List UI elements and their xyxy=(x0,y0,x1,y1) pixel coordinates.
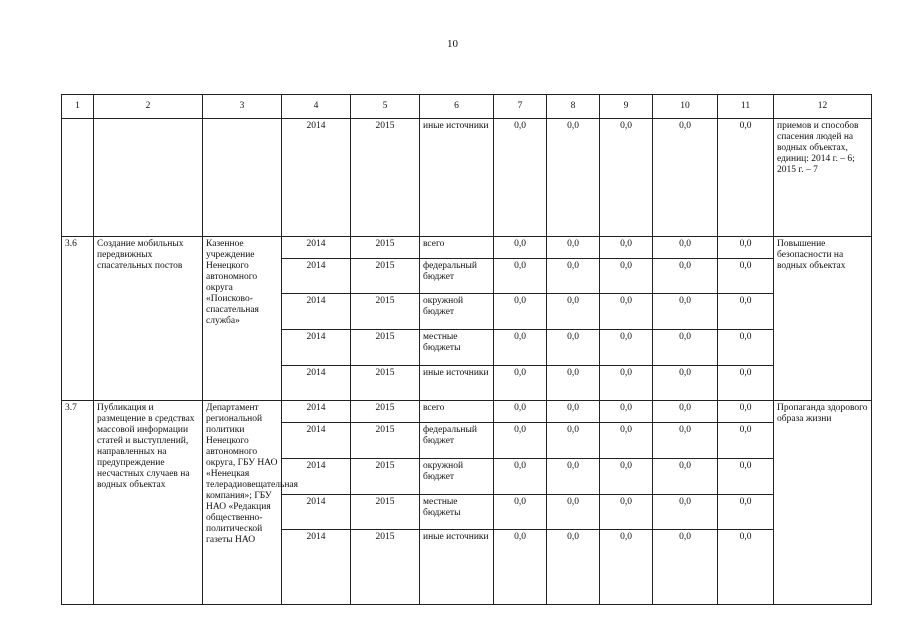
start-year: 2014 xyxy=(282,495,351,530)
start-year: 2014 xyxy=(282,119,351,237)
executor-cell xyxy=(203,119,282,237)
column-header: 1 xyxy=(62,95,94,119)
end-year: 2015 xyxy=(351,119,420,237)
value-cell: 0,0 xyxy=(718,237,774,259)
end-year: 2015 xyxy=(351,366,420,401)
item-number: 3.6 xyxy=(62,237,94,401)
value-cell: 0,0 xyxy=(600,366,653,401)
value-cell: 0,0 xyxy=(653,119,718,237)
value-cell: 0,0 xyxy=(600,294,653,330)
value-cell: 0,0 xyxy=(547,530,600,605)
start-year: 2014 xyxy=(282,459,351,495)
value-cell: 0,0 xyxy=(653,330,718,366)
value-cell: 0,0 xyxy=(600,119,653,237)
start-year: 2014 xyxy=(282,294,351,330)
end-year: 2015 xyxy=(351,294,420,330)
value-cell: 0,0 xyxy=(653,423,718,459)
value-cell: 0,0 xyxy=(547,259,600,294)
end-year: 2015 xyxy=(351,530,420,605)
value-cell: 0,0 xyxy=(494,294,547,330)
value-cell: 0,0 xyxy=(600,259,653,294)
value-cell: 0,0 xyxy=(600,495,653,530)
value-cell: 0,0 xyxy=(653,459,718,495)
value-cell: 0,0 xyxy=(653,259,718,294)
start-year: 2014 xyxy=(282,401,351,423)
value-cell: 0,0 xyxy=(547,294,600,330)
value-cell: 0,0 xyxy=(653,294,718,330)
value-cell: 0,0 xyxy=(494,366,547,401)
end-year: 2015 xyxy=(351,330,420,366)
value-cell: 0,0 xyxy=(600,459,653,495)
end-year: 2015 xyxy=(351,237,420,259)
value-cell: 0,0 xyxy=(600,330,653,366)
funding-source: иные источники xyxy=(420,366,494,401)
end-year: 2015 xyxy=(351,401,420,423)
value-cell: 0,0 xyxy=(547,330,600,366)
funding-source: окружной бюджет xyxy=(420,459,494,495)
value-cell: 0,0 xyxy=(718,401,774,423)
start-year: 2014 xyxy=(282,423,351,459)
end-year: 2015 xyxy=(351,459,420,495)
value-cell: 0,0 xyxy=(547,237,600,259)
value-cell: 0,0 xyxy=(718,459,774,495)
value-cell: 0,0 xyxy=(547,401,600,423)
value-cell: 0,0 xyxy=(600,401,653,423)
column-header: 5 xyxy=(351,95,420,119)
column-header: 7 xyxy=(494,95,547,119)
start-year: 2014 xyxy=(282,530,351,605)
value-cell: 0,0 xyxy=(494,237,547,259)
start-year: 2014 xyxy=(282,259,351,294)
end-year: 2015 xyxy=(351,259,420,294)
value-cell: 0,0 xyxy=(718,119,774,237)
column-header: 11 xyxy=(718,95,774,119)
value-cell: 0,0 xyxy=(494,459,547,495)
value-cell: 0,0 xyxy=(547,495,600,530)
value-cell: 0,0 xyxy=(653,366,718,401)
item-number-cell xyxy=(62,119,94,237)
value-cell: 0,0 xyxy=(494,401,547,423)
column-header: 9 xyxy=(600,95,653,119)
item-number: 3.7 xyxy=(62,401,94,605)
start-year: 2014 xyxy=(282,237,351,259)
column-header-row xyxy=(62,95,872,119)
value-cell: 0,0 xyxy=(547,459,600,495)
funding-source: всего xyxy=(420,401,494,423)
funding-source: всего xyxy=(420,237,494,259)
value-cell: 0,0 xyxy=(653,530,718,605)
value-cell: 0,0 xyxy=(718,423,774,459)
column-header: 8 xyxy=(547,95,600,119)
page-number: 10 xyxy=(447,38,458,50)
value-cell: 0,0 xyxy=(718,366,774,401)
funding-source: иные источники xyxy=(420,119,494,237)
value-cell: 0,0 xyxy=(718,294,774,330)
item-result: Повышение безопасности на водных объектах xyxy=(774,237,872,401)
item-executor: Казенное учреждение Ненецкого автономного округа «Поисково-спасательная служба» xyxy=(203,237,282,401)
item-name: Публикация и размещение в средствах массовой информации статей и выступлений, направленных на предупреждение несчастных случаев на водных объектах xyxy=(94,401,203,605)
column-header: 12 xyxy=(774,95,872,119)
value-cell: 0,0 xyxy=(494,259,547,294)
end-year: 2015 xyxy=(351,423,420,459)
column-header: 6 xyxy=(420,95,494,119)
value-cell: 0,0 xyxy=(494,423,547,459)
value-cell: 0,0 xyxy=(600,237,653,259)
item-executor: Департамент региональной политики Ненецкого автономного округа, ГБУ НАО «Ненецкая телерадиовещательная компания»; ГБУ НАО «Редакция общественно-политической газеты НАО xyxy=(203,401,282,605)
funding-source: окружной бюджет xyxy=(420,294,494,330)
table-row xyxy=(62,119,872,237)
start-year: 2014 xyxy=(282,366,351,401)
funding-source: местные бюджеты xyxy=(420,330,494,366)
end-year: 2015 xyxy=(351,495,420,530)
table-row xyxy=(62,237,872,259)
item-name: Создание мобильных передвижных спасательных постов xyxy=(94,237,203,401)
column-header: 3 xyxy=(203,95,282,119)
item-result: Пропаганда здорового образа жизни xyxy=(774,401,872,605)
start-year: 2014 xyxy=(282,330,351,366)
funding-source: федеральный бюджет xyxy=(420,423,494,459)
column-header: 4 xyxy=(282,95,351,119)
value-cell: 0,0 xyxy=(653,495,718,530)
value-cell: 0,0 xyxy=(653,401,718,423)
value-cell: 0,0 xyxy=(494,530,547,605)
column-header: 10 xyxy=(653,95,718,119)
value-cell: 0,0 xyxy=(718,530,774,605)
value-cell: 0,0 xyxy=(494,119,547,237)
funding-source: иные источники xyxy=(420,530,494,605)
value-cell: 0,0 xyxy=(718,259,774,294)
table-row xyxy=(62,401,872,423)
value-cell: 0,0 xyxy=(653,237,718,259)
measures-table xyxy=(61,94,872,605)
value-cell: 0,0 xyxy=(547,366,600,401)
column-header: 2 xyxy=(94,95,203,119)
value-cell: 0,0 xyxy=(494,495,547,530)
result-cell: приемов и способов спасения людей на водных объектах, единиц: 2014 г. – 6; 2015 г. – 7 xyxy=(774,119,872,237)
funding-source: местные бюджеты xyxy=(420,495,494,530)
item-name-cell xyxy=(94,119,203,237)
value-cell: 0,0 xyxy=(600,423,653,459)
value-cell: 0,0 xyxy=(547,119,600,237)
funding-source: федеральный бюджет xyxy=(420,259,494,294)
value-cell: 0,0 xyxy=(494,330,547,366)
value-cell: 0,0 xyxy=(547,423,600,459)
value-cell: 0,0 xyxy=(718,495,774,530)
value-cell: 0,0 xyxy=(718,330,774,366)
value-cell: 0,0 xyxy=(600,530,653,605)
